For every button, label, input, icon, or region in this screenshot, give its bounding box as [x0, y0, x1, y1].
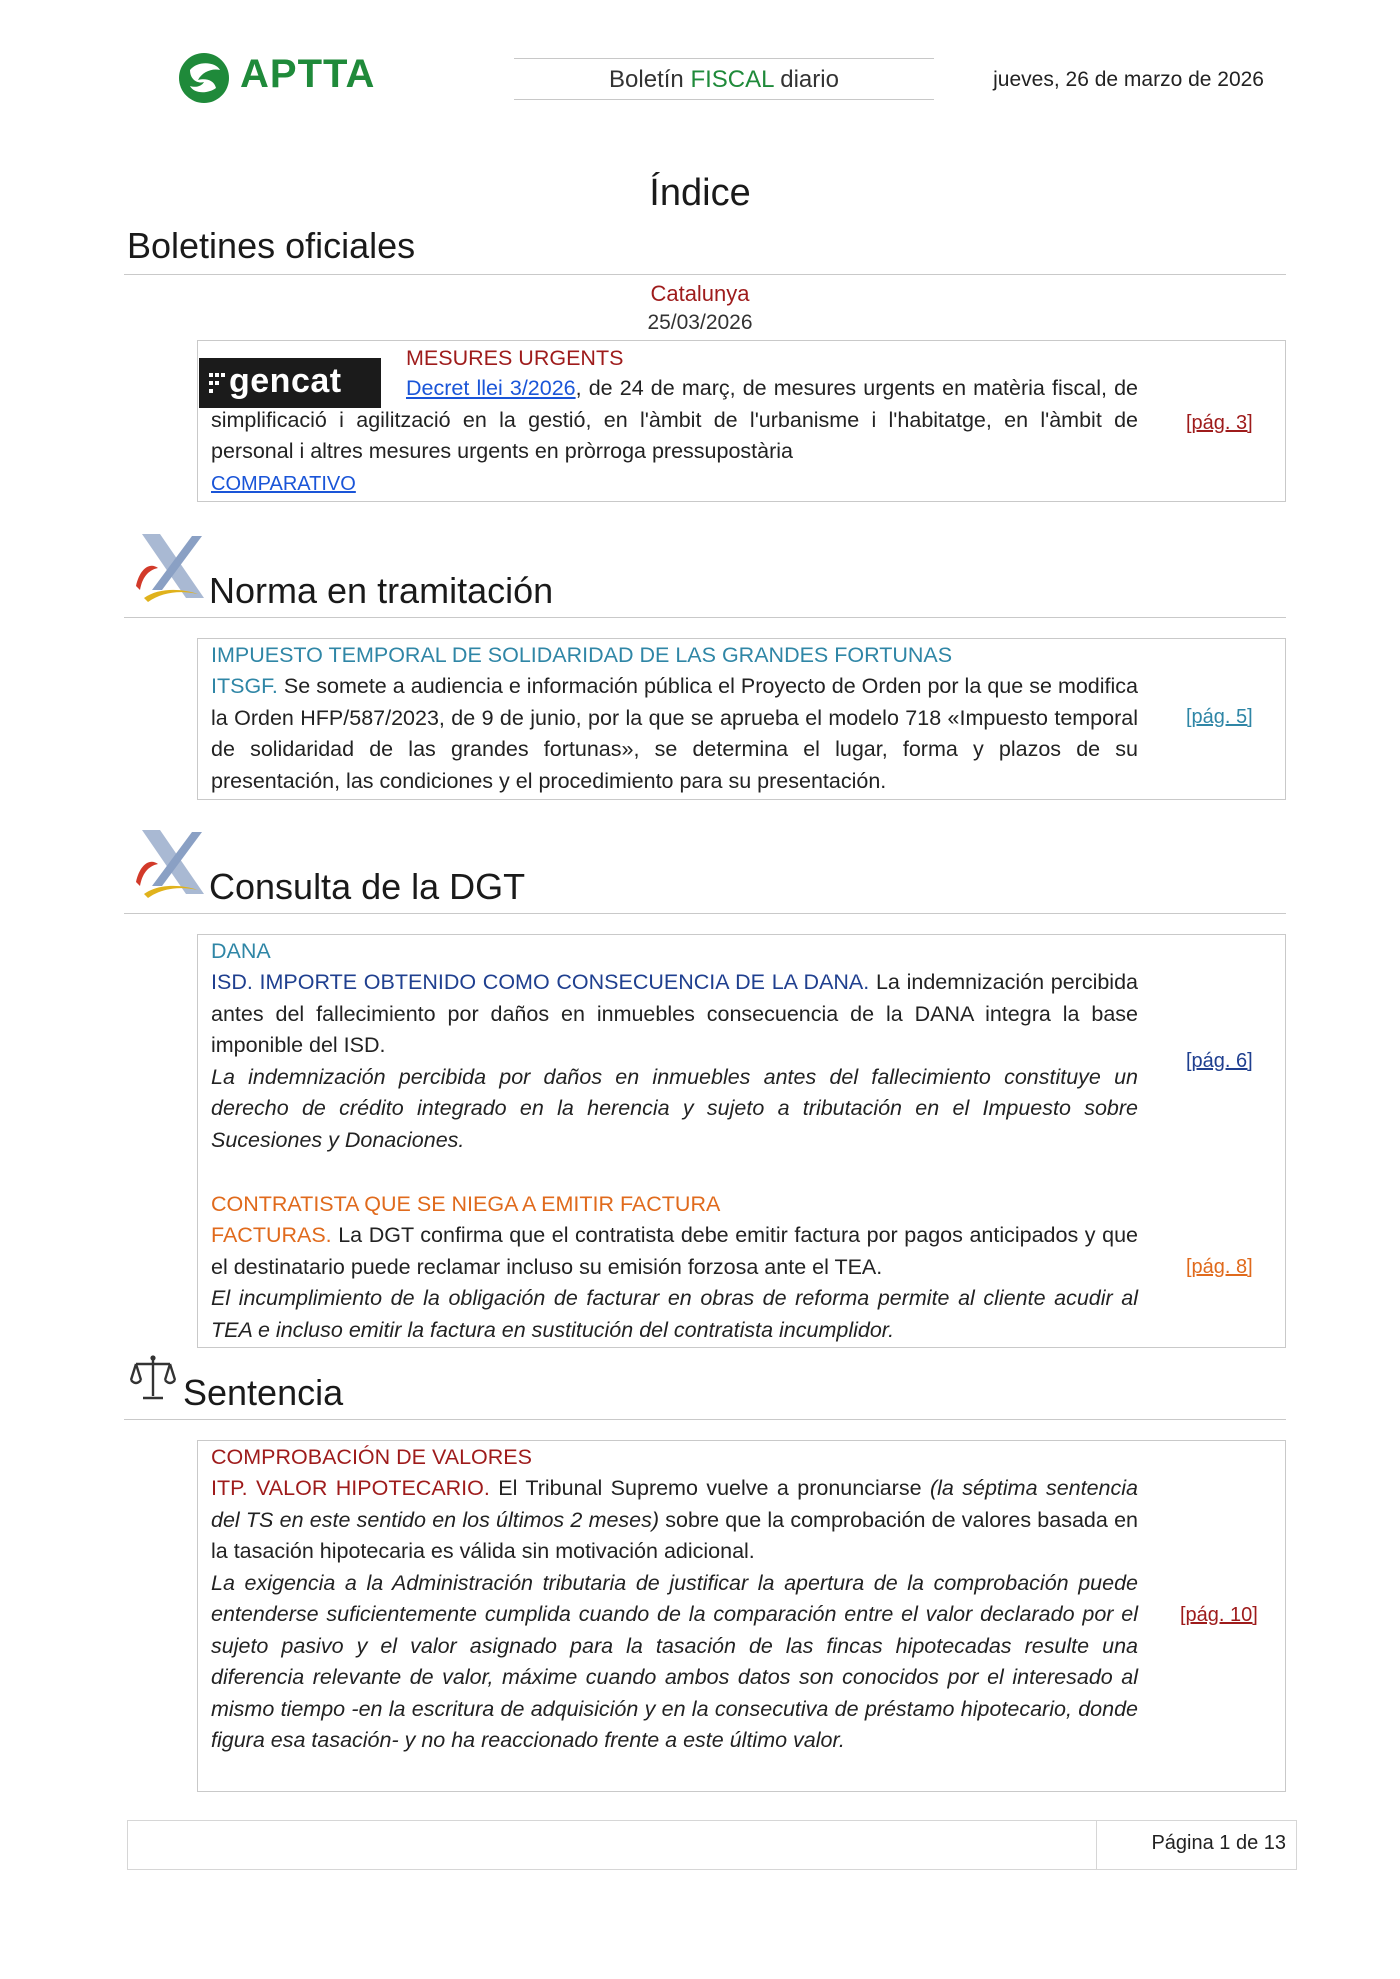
item-text: FACTURAS. La DGT confirma que el contratista debe emitir factura por pagos anticipados y que el destinatario puede reclamar incluso su emisión forzosa ante el TEA. El incumplimiento de la obligación de facturar en obras de reforma permite al cliente acudir al TEA e incluso emitir la factura en sustitución del contratista incumplidor. [211, 1223, 1138, 1342]
gencat-logo-text: gencat [229, 362, 342, 400]
item-category: CONTRATISTA QUE SE NIEGA A EMITIR FACTURA [211, 1192, 721, 1216]
scales-of-justice-icon [130, 1352, 176, 1404]
page-ref-link[interactable]: [pág. 10] [1180, 1604, 1258, 1626]
aptta-emblem-icon [176, 50, 236, 106]
decree-link[interactable]: Decret llei 3/2026 [406, 376, 576, 400]
page-ref-link[interactable]: [pág. 5] [1186, 706, 1253, 728]
page-ref-link[interactable]: [pág. 8] [1186, 1256, 1253, 1278]
item-category: MESURES URGENTS [406, 346, 624, 370]
page-ref-link[interactable]: [pág. 3] [1186, 412, 1253, 434]
region-label: Catalunya [650, 281, 750, 306]
item-category: IMPUESTO TEMPORAL DE SOLIDARIDAD DE LAS GRANDES FORTUNAS [211, 643, 953, 667]
page-ref-link[interactable]: [pág. 6] [1186, 1050, 1253, 1072]
section-title-boletines: Boletines oficiales [127, 225, 416, 266]
item-category: DANA [211, 939, 271, 963]
section-title-consulta: Consulta de la DGT [209, 866, 526, 907]
item-text: ITSGF. Se somete a audiencia e información pública el Proyecto de Orden por la que se modifica la Orden HFP/587/2023, de 9 de junio, por la que se aprueba el modelo 718 «Impuesto temporal de solidaridad de las grandes fortunas», se determina el lugar, forma y plazos de su presentación, las condiciones y el procedimiento para su presentación. [211, 674, 1138, 793]
item-text: ISD. IMPORTE OBTENIDO COMO CONSECUENCIA DE LA DANA. La indemnización percibida antes del fallecimiento por daños en inmuebles consecuencia de la DANA integra la base imponible del ISD. La indemnización percibida por daños en inmuebles antes del fallecimiento constituye un derecho de crédito integrado en la herencia y sujeto a tributación en el Impuesto sobre Sucesiones y Donaciones. [211, 970, 1138, 1152]
aptta-logo-text: APTTA [240, 52, 376, 96]
aeat-logo-icon [128, 824, 212, 908]
section-divider [124, 1419, 1286, 1420]
header-date: jueves, 26 de marzo de 2026 [993, 68, 1264, 91]
footer-divider [1096, 1820, 1097, 1870]
item-text: ITP. VALOR HIPOTECARIO. El Tribunal Supremo vuelve a pronunciarse (la séptima sentencia del TS en este sentido en los últimos 2 meses) sobre que la comprobación de valores basada en la tasación hipotecaria es válida sin motivación adicional. La exigencia a la Administración tributaria de justificar la apertura de la comprobación puede entenderse suficientemente cumplida cuando de la comparación entre el valor declarado por el sujeto pasivo y el valor asignado para la tasación de las fincas hipotecadas resulte una diferencia relevante de valor, máxime cuando ambos datos son conocidos por el interesado al mismo tiempo -en la escritura de adquisición y en la consecutiva de préstamo hipotecario, donde figura esa tasación- y no ha reaccionado frente a este último valor. [211, 1476, 1138, 1752]
section-divider [124, 617, 1286, 618]
section-title-sentencia: Sentencia [183, 1372, 344, 1413]
aeat-logo-icon [128, 528, 212, 612]
comparativo-link[interactable]: COMPARATIVO [211, 472, 356, 495]
bulletin-title: Boletín FISCAL diario [609, 66, 839, 93]
item-category: COMPROBACIÓN DE VALORES [211, 1445, 532, 1469]
section-divider [124, 274, 1286, 275]
section-title-norma: Norma en tramitación [209, 570, 554, 611]
index-title: Índice [649, 172, 751, 214]
bulletin-date: 25/03/2026 [647, 311, 753, 334]
item-text: Decret llei 3/2026, de 24 de març, de mesures urgents en matèria fiscal, de simplificació i agilització en la gestió, en l'àmbit de l'urbanisme i l'habitatge, en l'àmbit de personal i altres mesures urgents en pròrroga pressupostària COMPARATIVO [211, 376, 1138, 495]
section-divider [124, 913, 1286, 914]
page-number: Página 1 de 13 [1151, 1832, 1286, 1854]
